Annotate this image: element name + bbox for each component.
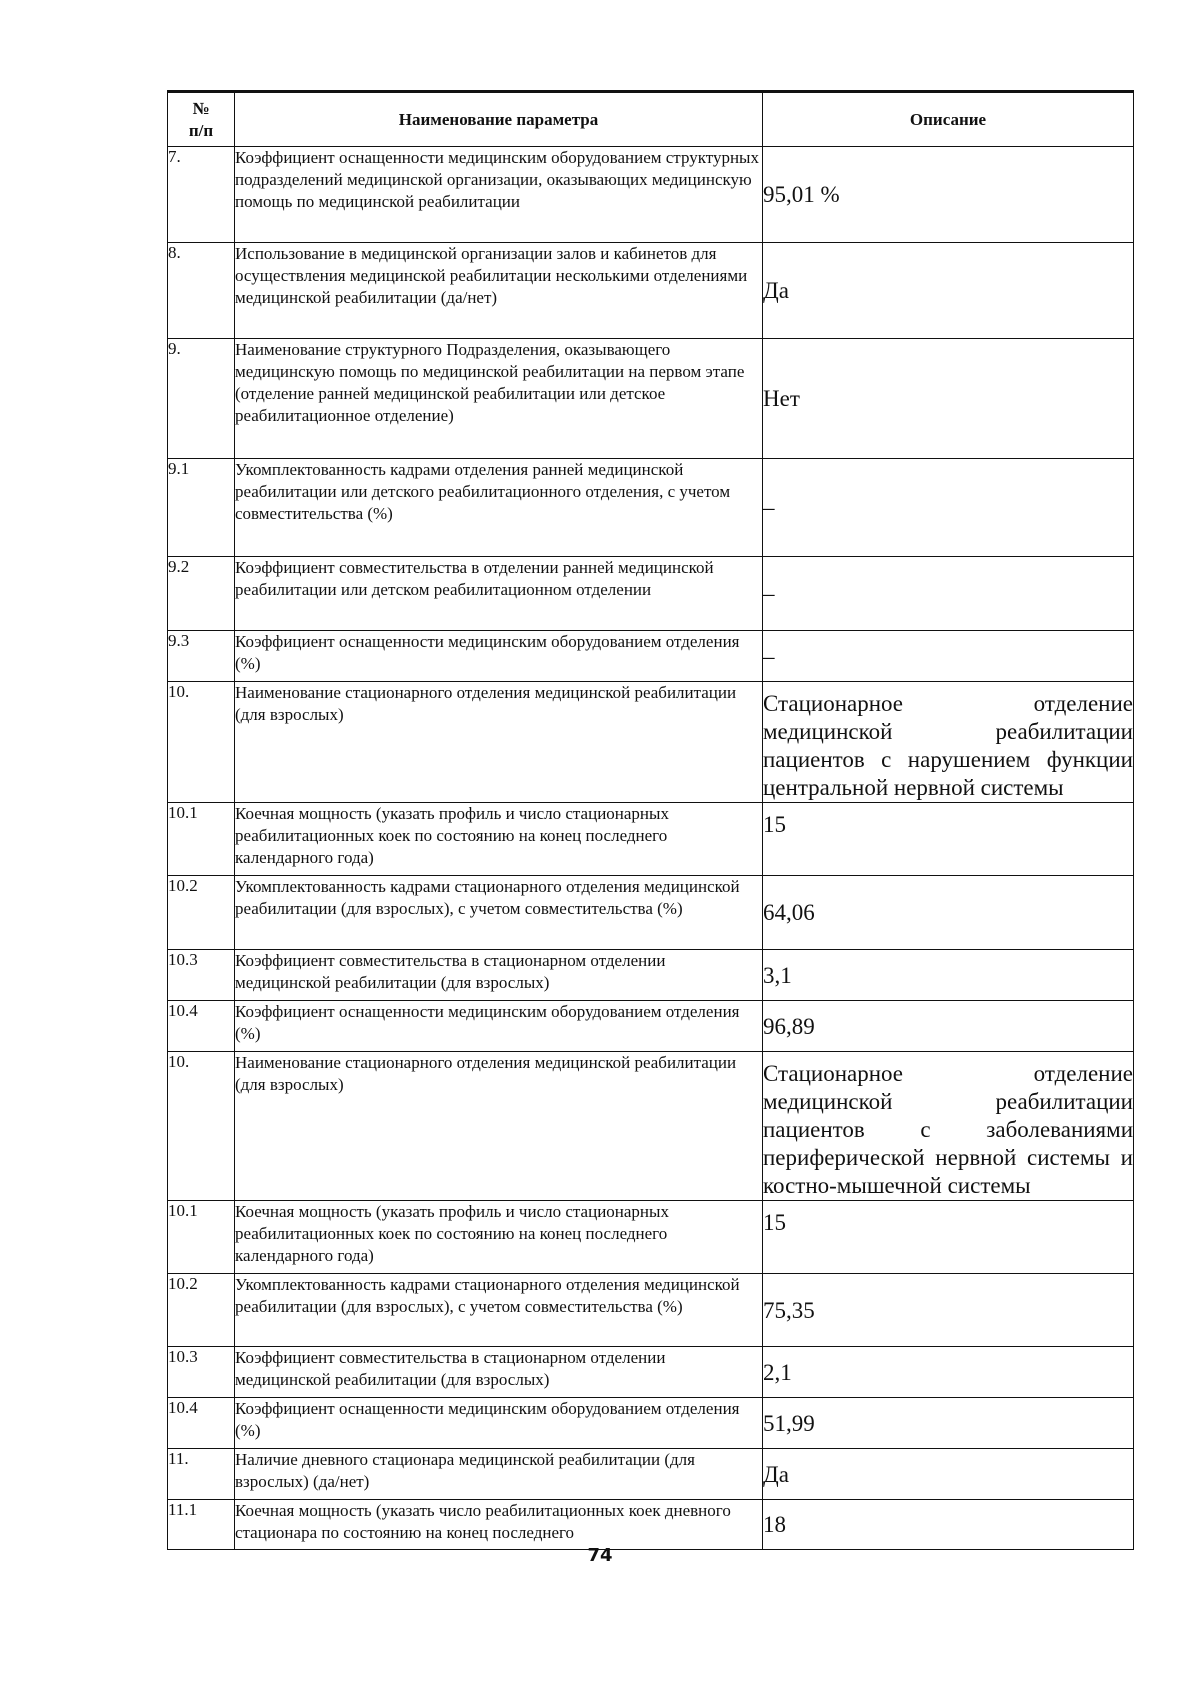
row-number: 9.3	[168, 631, 235, 682]
row-description: –	[763, 631, 1134, 682]
row-number: 10.1	[168, 803, 235, 876]
table-row	[168, 682, 1134, 803]
table-row	[168, 803, 1134, 876]
row-number: 8.	[168, 243, 235, 339]
table-row	[168, 876, 1134, 950]
table-row	[168, 1347, 1134, 1398]
row-parameter: Наименование стационарного отделения медицинской реабилитации (для взрослых)	[235, 1052, 763, 1201]
row-description: 51,99	[763, 1398, 1134, 1449]
table-row	[168, 459, 1134, 557]
row-parameter: Коэффициент оснащенности медицинским оборудованием структурных подразделений медицинской организации, оказывающих медицинскую помощь по медицинской реабилитации	[235, 147, 763, 243]
table-row	[168, 339, 1134, 459]
row-description: 15	[763, 803, 1134, 876]
row-number: 11.	[168, 1449, 235, 1500]
row-description: 2,1	[763, 1347, 1134, 1398]
parameters-table	[167, 90, 1134, 1550]
row-number: 9.2	[168, 557, 235, 631]
row-parameter: Использование в медицинской организации залов и кабинетов для осуществления медицинской реабилитации несколькими отделениями медицинской реабилитации (да/нет)	[235, 243, 763, 339]
row-parameter: Коэффициент совместительства в отделении ранней медицинской реабилитации или детском реабилитационном отделении	[235, 557, 763, 631]
row-parameter: Укомплектованность кадрами стационарного отделения медицинской реабилитации (для взрослых), с учетом совместительства (%)	[235, 1274, 763, 1347]
row-number: 10.2	[168, 1274, 235, 1347]
row-number: 10.2	[168, 876, 235, 950]
row-parameter: Укомплектованность кадрами стационарного отделения медицинской реабилитации (для взрослых), с учетом совместительства (%)	[235, 876, 763, 950]
table-row	[168, 1052, 1134, 1201]
table-row	[168, 1500, 1134, 1550]
row-parameter: Коэффициент совместительства в стационарном отделении медицинской реабилитации (для взрослых)	[235, 950, 763, 1001]
row-number: 10.4	[168, 1398, 235, 1449]
row-parameter: Коечная мощность (указать профиль и число стационарных реабилитационных коек по состоянию на конец последнего календарного года)	[235, 1201, 763, 1274]
row-description: –	[763, 459, 1134, 557]
row-parameter: Коечная мощность (указать число реабилитационных коек дневного стационара по состоянию на конец последнего	[235, 1500, 763, 1550]
row-number: 10.4	[168, 1001, 235, 1052]
row-description: Стационарное отделение медицинской реабилитации пациентов с нарушением функции центральной нервной системы	[763, 682, 1134, 803]
row-number: 9.	[168, 339, 235, 459]
table-row	[168, 147, 1134, 243]
row-parameter: Коэффициент оснащенности медицинским оборудованием отделения (%)	[235, 631, 763, 682]
table-row	[168, 1398, 1134, 1449]
row-description: 75,35	[763, 1274, 1134, 1347]
row-number: 10.	[168, 1052, 235, 1201]
row-description: Нет	[763, 339, 1134, 459]
table-row	[168, 1449, 1134, 1500]
row-number: 10.3	[168, 950, 235, 1001]
row-parameter: Наименование структурного Подразделения, оказывающего медицинскую помощь по медицинской реабилитации на первом этапе (отделение ранней медицинской реабилитации или детское реабилитационное отделение)	[235, 339, 763, 459]
row-parameter: Наименование стационарного отделения медицинской реабилитации (для взрослых)	[235, 682, 763, 803]
row-description: 18	[763, 1500, 1134, 1550]
row-parameter: Коэффициент оснащенности медицинским оборудованием отделения (%)	[235, 1398, 763, 1449]
table-row	[168, 1274, 1134, 1347]
table-row	[168, 1201, 1134, 1274]
table-header-row	[168, 92, 1134, 147]
row-description: Да	[763, 243, 1134, 339]
table-row	[168, 557, 1134, 631]
row-parameter: Коечная мощность (указать профиль и число стационарных реабилитационных коек по состоянию на конец последнего календарного года)	[235, 803, 763, 876]
row-parameter: Коэффициент оснащенности медицинским оборудованием отделения (%)	[235, 1001, 763, 1052]
table-row	[168, 1001, 1134, 1052]
row-parameter: Укомплектованность кадрами отделения ранней медицинской реабилитации или детского реабилитационного отделения, с учетом совместительства (%)	[235, 459, 763, 557]
row-number: 7.	[168, 147, 235, 243]
row-number: 11.1	[168, 1500, 235, 1550]
row-number: 10.3	[168, 1347, 235, 1398]
row-number: 10.	[168, 682, 235, 803]
row-description: Да	[763, 1449, 1134, 1500]
row-parameter: Наличие дневного стационара медицинской реабилитации (для взрослых) (да/нет)	[235, 1449, 763, 1500]
row-number: 9.1	[168, 459, 235, 557]
table-row	[168, 950, 1134, 1001]
header-param: Наименование параметра	[235, 92, 763, 147]
header-desc: Описание	[763, 92, 1134, 147]
row-description: 64,06	[763, 876, 1134, 950]
row-description: –	[763, 557, 1134, 631]
page-number: 74	[587, 1545, 613, 1566]
row-description: 95,01 %	[763, 147, 1134, 243]
row-description: 96,89	[763, 1001, 1134, 1052]
header-num: № п/п	[168, 92, 235, 147]
row-description: 15	[763, 1201, 1134, 1274]
row-number: 10.1	[168, 1201, 235, 1274]
table-row	[168, 631, 1134, 682]
row-description: Стационарное отделение медицинской реабилитации пациентов с заболеваниями периферической нервной системы и костно-мышечной системы	[763, 1052, 1134, 1201]
table-row	[168, 243, 1134, 339]
row-description: 3,1	[763, 950, 1134, 1001]
row-parameter: Коэффициент совместительства в стационарном отделении медицинской реабилитации (для взрослых)	[235, 1347, 763, 1398]
